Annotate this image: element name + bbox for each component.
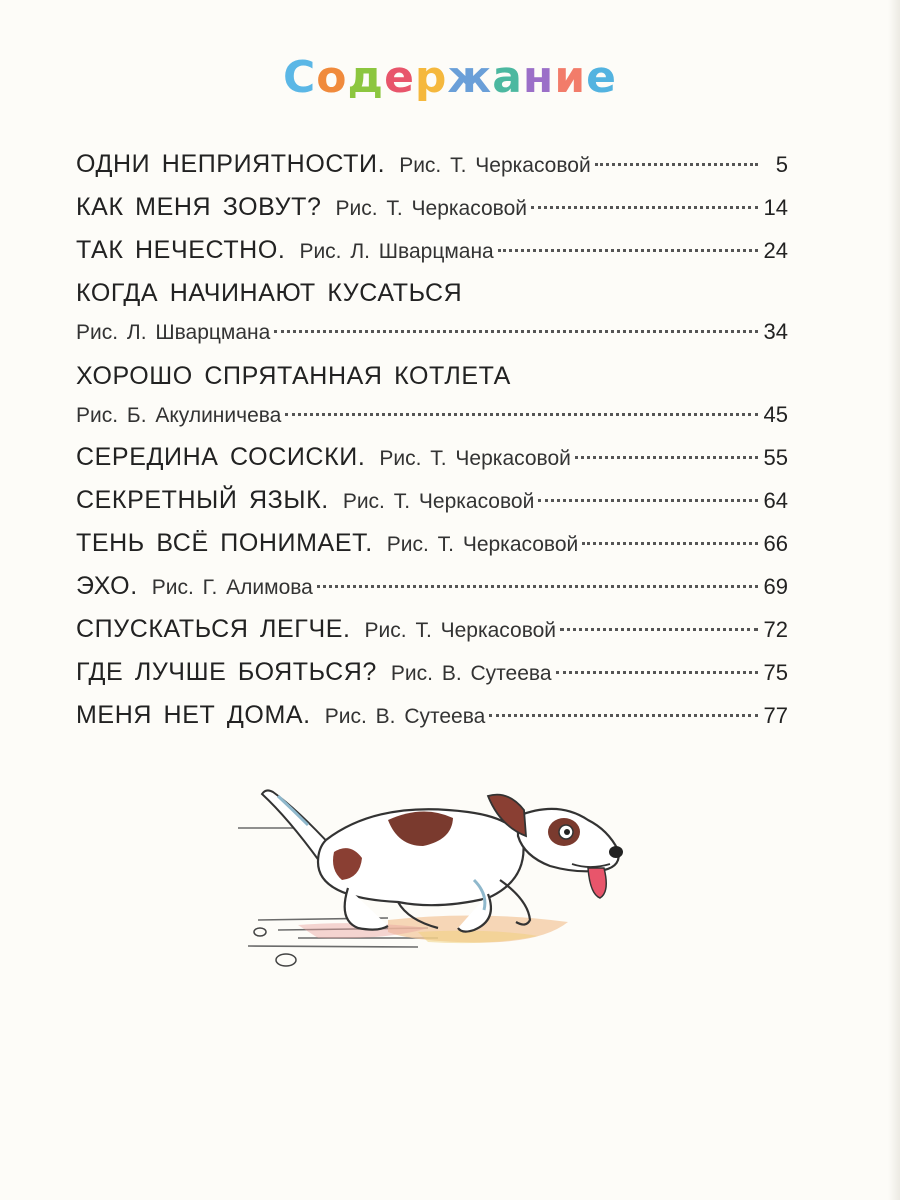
toc-entry[interactable] [76, 355, 788, 432]
dot-leader [556, 671, 758, 674]
entry-page-number: 45 [763, 402, 788, 427]
toc-entry[interactable] [76, 186, 788, 229]
entry-title: ХОРОШО СПРЯТАННАЯ КОТЛЕТА [76, 362, 511, 390]
dog-tongue-icon [588, 868, 606, 898]
title-letter: С [282, 52, 317, 103]
entry-illustrator: Рис. В. Сутеева [390, 662, 552, 685]
entry-title: ТАК НЕЧЕСТНО. [76, 236, 286, 264]
entry-page-number: 77 [763, 703, 788, 728]
toc-entry[interactable] [76, 522, 788, 565]
entry-title: ЭХО. [76, 572, 138, 600]
pebble-icon [276, 954, 296, 966]
toc-entry[interactable] [76, 143, 788, 186]
entry-illustrator: Рис. Т. Черкасовой [399, 154, 591, 177]
entry-page-number: 72 [763, 617, 788, 642]
title-letter: е [384, 52, 415, 103]
running-dog-icon [238, 770, 628, 970]
entry-title: КОГДА НАЧИНАЮТ КУСАТЬСЯ [76, 279, 463, 307]
dot-leader [317, 585, 758, 588]
title-letter: а [492, 52, 523, 103]
dot-leader [595, 163, 758, 166]
entry-title: СЕРЕДИНА СОСИСКИ. [76, 443, 366, 471]
entry-illustrator: Рис. Г. Алимова [151, 576, 313, 599]
entry-page-number: 64 [763, 488, 788, 513]
title-letter: ж [447, 52, 493, 103]
entry-illustrator: Рис. Т. Черкасовой [379, 447, 571, 470]
entry-title: ОДНИ НЕПРИЯТНОСТИ. [76, 150, 386, 178]
title-letter: р [414, 52, 448, 103]
title-letter: е [586, 52, 617, 103]
entry-title: КАК МЕНЯ ЗОВУТ? [76, 193, 322, 221]
entry-illustrator: Рис. В. Сутеева [324, 705, 486, 728]
entry-illustrator: Рис. Т. Черкасовой [386, 533, 579, 556]
entry-title: СПУСКАТЬСЯ ЛЕГЧЕ. [76, 615, 351, 643]
dot-leader [498, 249, 758, 252]
entry-illustrator: Рис. Л. Шварцмана [76, 321, 271, 344]
entry-title: ГДЕ ЛУЧШЕ БОЯТЬСЯ? [76, 658, 377, 686]
page-edge-shadow [888, 0, 900, 1200]
toc-entry[interactable] [76, 694, 788, 737]
toc-entry[interactable] [76, 272, 788, 349]
title-letter: о [316, 52, 348, 103]
dot-leader [538, 499, 757, 502]
dot-leader [575, 456, 758, 459]
entry-page-number: 5 [775, 152, 788, 177]
dot-leader [489, 714, 757, 717]
entry-illustrator: Рис. Т. Черкасовой [342, 490, 535, 513]
page-title [0, 50, 900, 106]
dot-leader [560, 628, 757, 631]
title-letter: н [522, 52, 555, 103]
entry-illustrator: Рис. Л. Шварцмана [299, 240, 494, 263]
table-of-contents [76, 143, 788, 737]
entry-illustrator: Рис. Т. Черкасовой [364, 619, 557, 642]
toc-entry[interactable] [76, 565, 788, 608]
entry-page-number: 69 [763, 574, 788, 599]
title-letter: и [554, 52, 587, 103]
entry-illustrator: Рис. Б. Акулиничева [76, 404, 282, 427]
toc-entry[interactable] [76, 479, 788, 522]
entry-page-number: 66 [763, 531, 788, 556]
entry-title: МЕНЯ НЕТ ДОМА. [76, 701, 311, 729]
entry-page-number: 24 [763, 238, 788, 263]
entry-title: ТЕНЬ ВСЁ ПОНИМАЕТ. [76, 529, 373, 557]
pebble-icon [254, 928, 266, 936]
title-letter: д [347, 52, 385, 103]
entry-page-number: 34 [763, 319, 788, 344]
entry-illustrator: Рис. Т. Черкасовой [335, 197, 527, 220]
toc-entry[interactable] [76, 651, 788, 694]
dot-leader [531, 206, 758, 209]
entry-page-number: 75 [763, 660, 788, 685]
entry-page-number: 55 [763, 445, 788, 470]
entry-page-number: 14 [763, 195, 788, 220]
toc-entry[interactable] [76, 608, 788, 651]
dot-leader [274, 330, 757, 333]
dot-leader [285, 413, 757, 416]
toc-entry[interactable] [76, 436, 788, 479]
dog-nose-icon [609, 846, 623, 858]
dot-leader [582, 542, 757, 545]
toc-entry[interactable] [76, 229, 788, 272]
entry-title: СЕКРЕТНЫЙ ЯЗЫК. [76, 486, 329, 514]
